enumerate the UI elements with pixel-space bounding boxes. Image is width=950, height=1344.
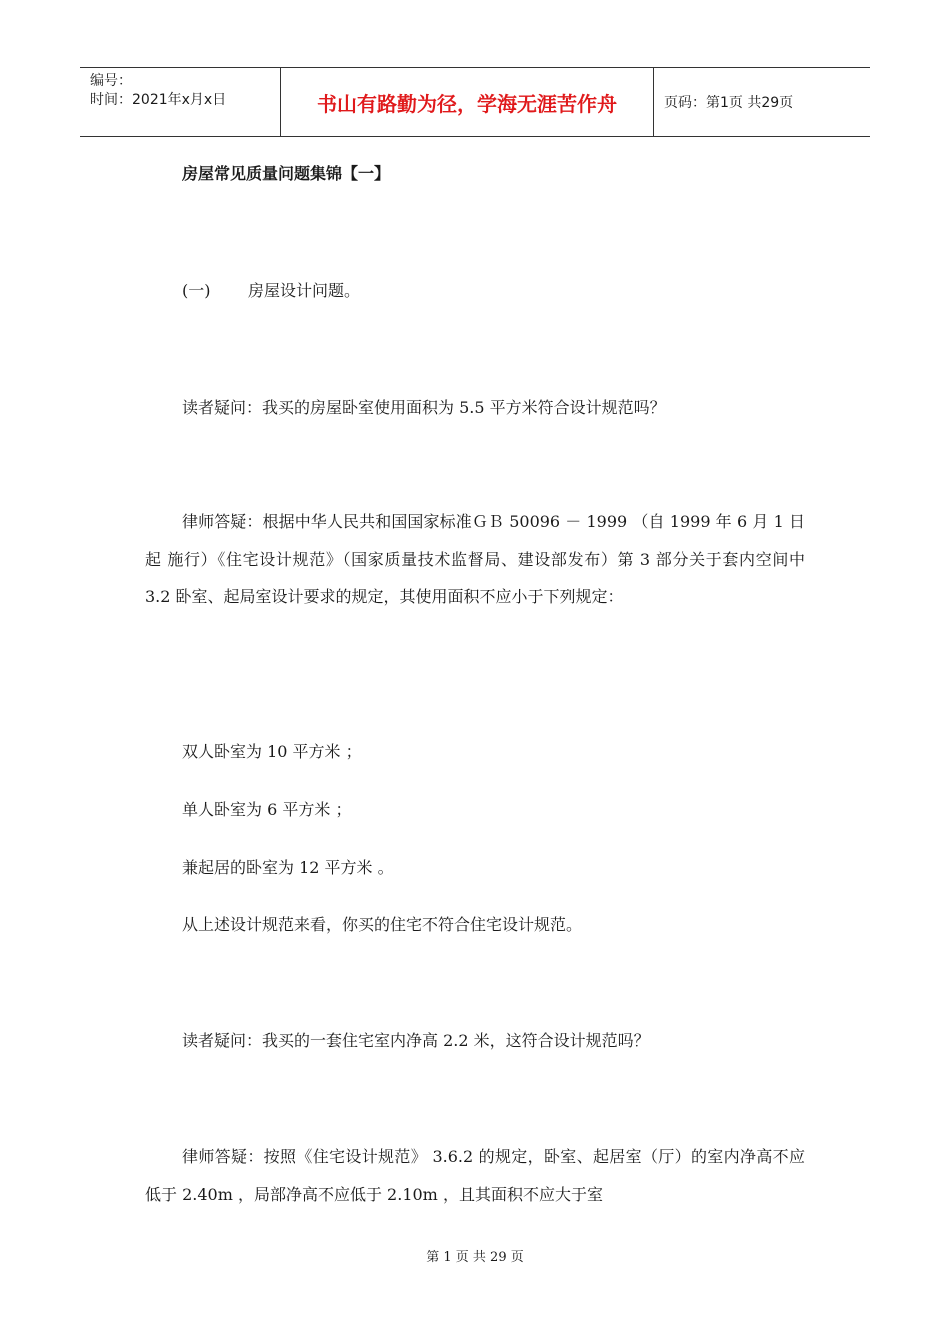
- rule-single-bedroom: 单人卧室为 6 平方米 ；: [182, 800, 352, 819]
- section-number: (一): [182, 281, 211, 300]
- question-2: 读者疑问：我买的一套住宅室内净高 2.2 米，这符合设计规范吗？: [182, 1031, 650, 1050]
- rule-double-bedroom: 双人卧室为 10 平方米 ；: [182, 742, 362, 761]
- motto-cell: [281, 68, 654, 136]
- time-label: 时间：2021年x月x日: [90, 92, 227, 108]
- motto-text: 书山有路勤为径，学海无涯苦作舟: [317, 91, 617, 116]
- section-title: 房屋设计问题。: [248, 281, 361, 300]
- footer-page-number: 第 1 页 共 29 页: [426, 1250, 524, 1265]
- header-meta-cell: [80, 68, 281, 136]
- question-1: 读者疑问：我买的房屋卧室使用面积为 5.5 平方米符合设计规范吗？: [182, 398, 666, 417]
- rule-living-bedroom: 兼起居的卧室为 12 平方米 。: [182, 858, 394, 877]
- number-label: 编号：: [90, 73, 132, 89]
- conclusion-1: 从上述设计规范来看，你买的住宅不符合住宅设计规范。: [182, 915, 583, 934]
- header-table: [80, 67, 870, 137]
- page-info-text: 页码：第1页 共29页: [664, 95, 794, 111]
- page-footer: [0, 1246, 950, 1265]
- answer-1: 律师答疑：根据中华人民共和国国家标准ＧＢ 50096 － 1999 （自 1999 年 6 月 1 日起 施行）《住宅设计规范》（国家质量技术监督局、建设部发布）第 3 部分关于套内空间中 3.2 卧室、起局室设计要求的规定，其使用面积不应小于下列规定：: [145, 512, 805, 606]
- page-info-cell: [654, 68, 870, 136]
- answer-2: 律师答疑：按照《住宅设计规范》 3.6.2 的规定，卧室、起居室（厅）的室内净高不应低于 2.40m ，局部净高不应低于 2.10m ，且其面积不应大于室: [145, 1147, 805, 1204]
- section-heading: [182, 278, 360, 301]
- document-title: 房屋常见质量问题集锦【一】: [182, 164, 391, 183]
